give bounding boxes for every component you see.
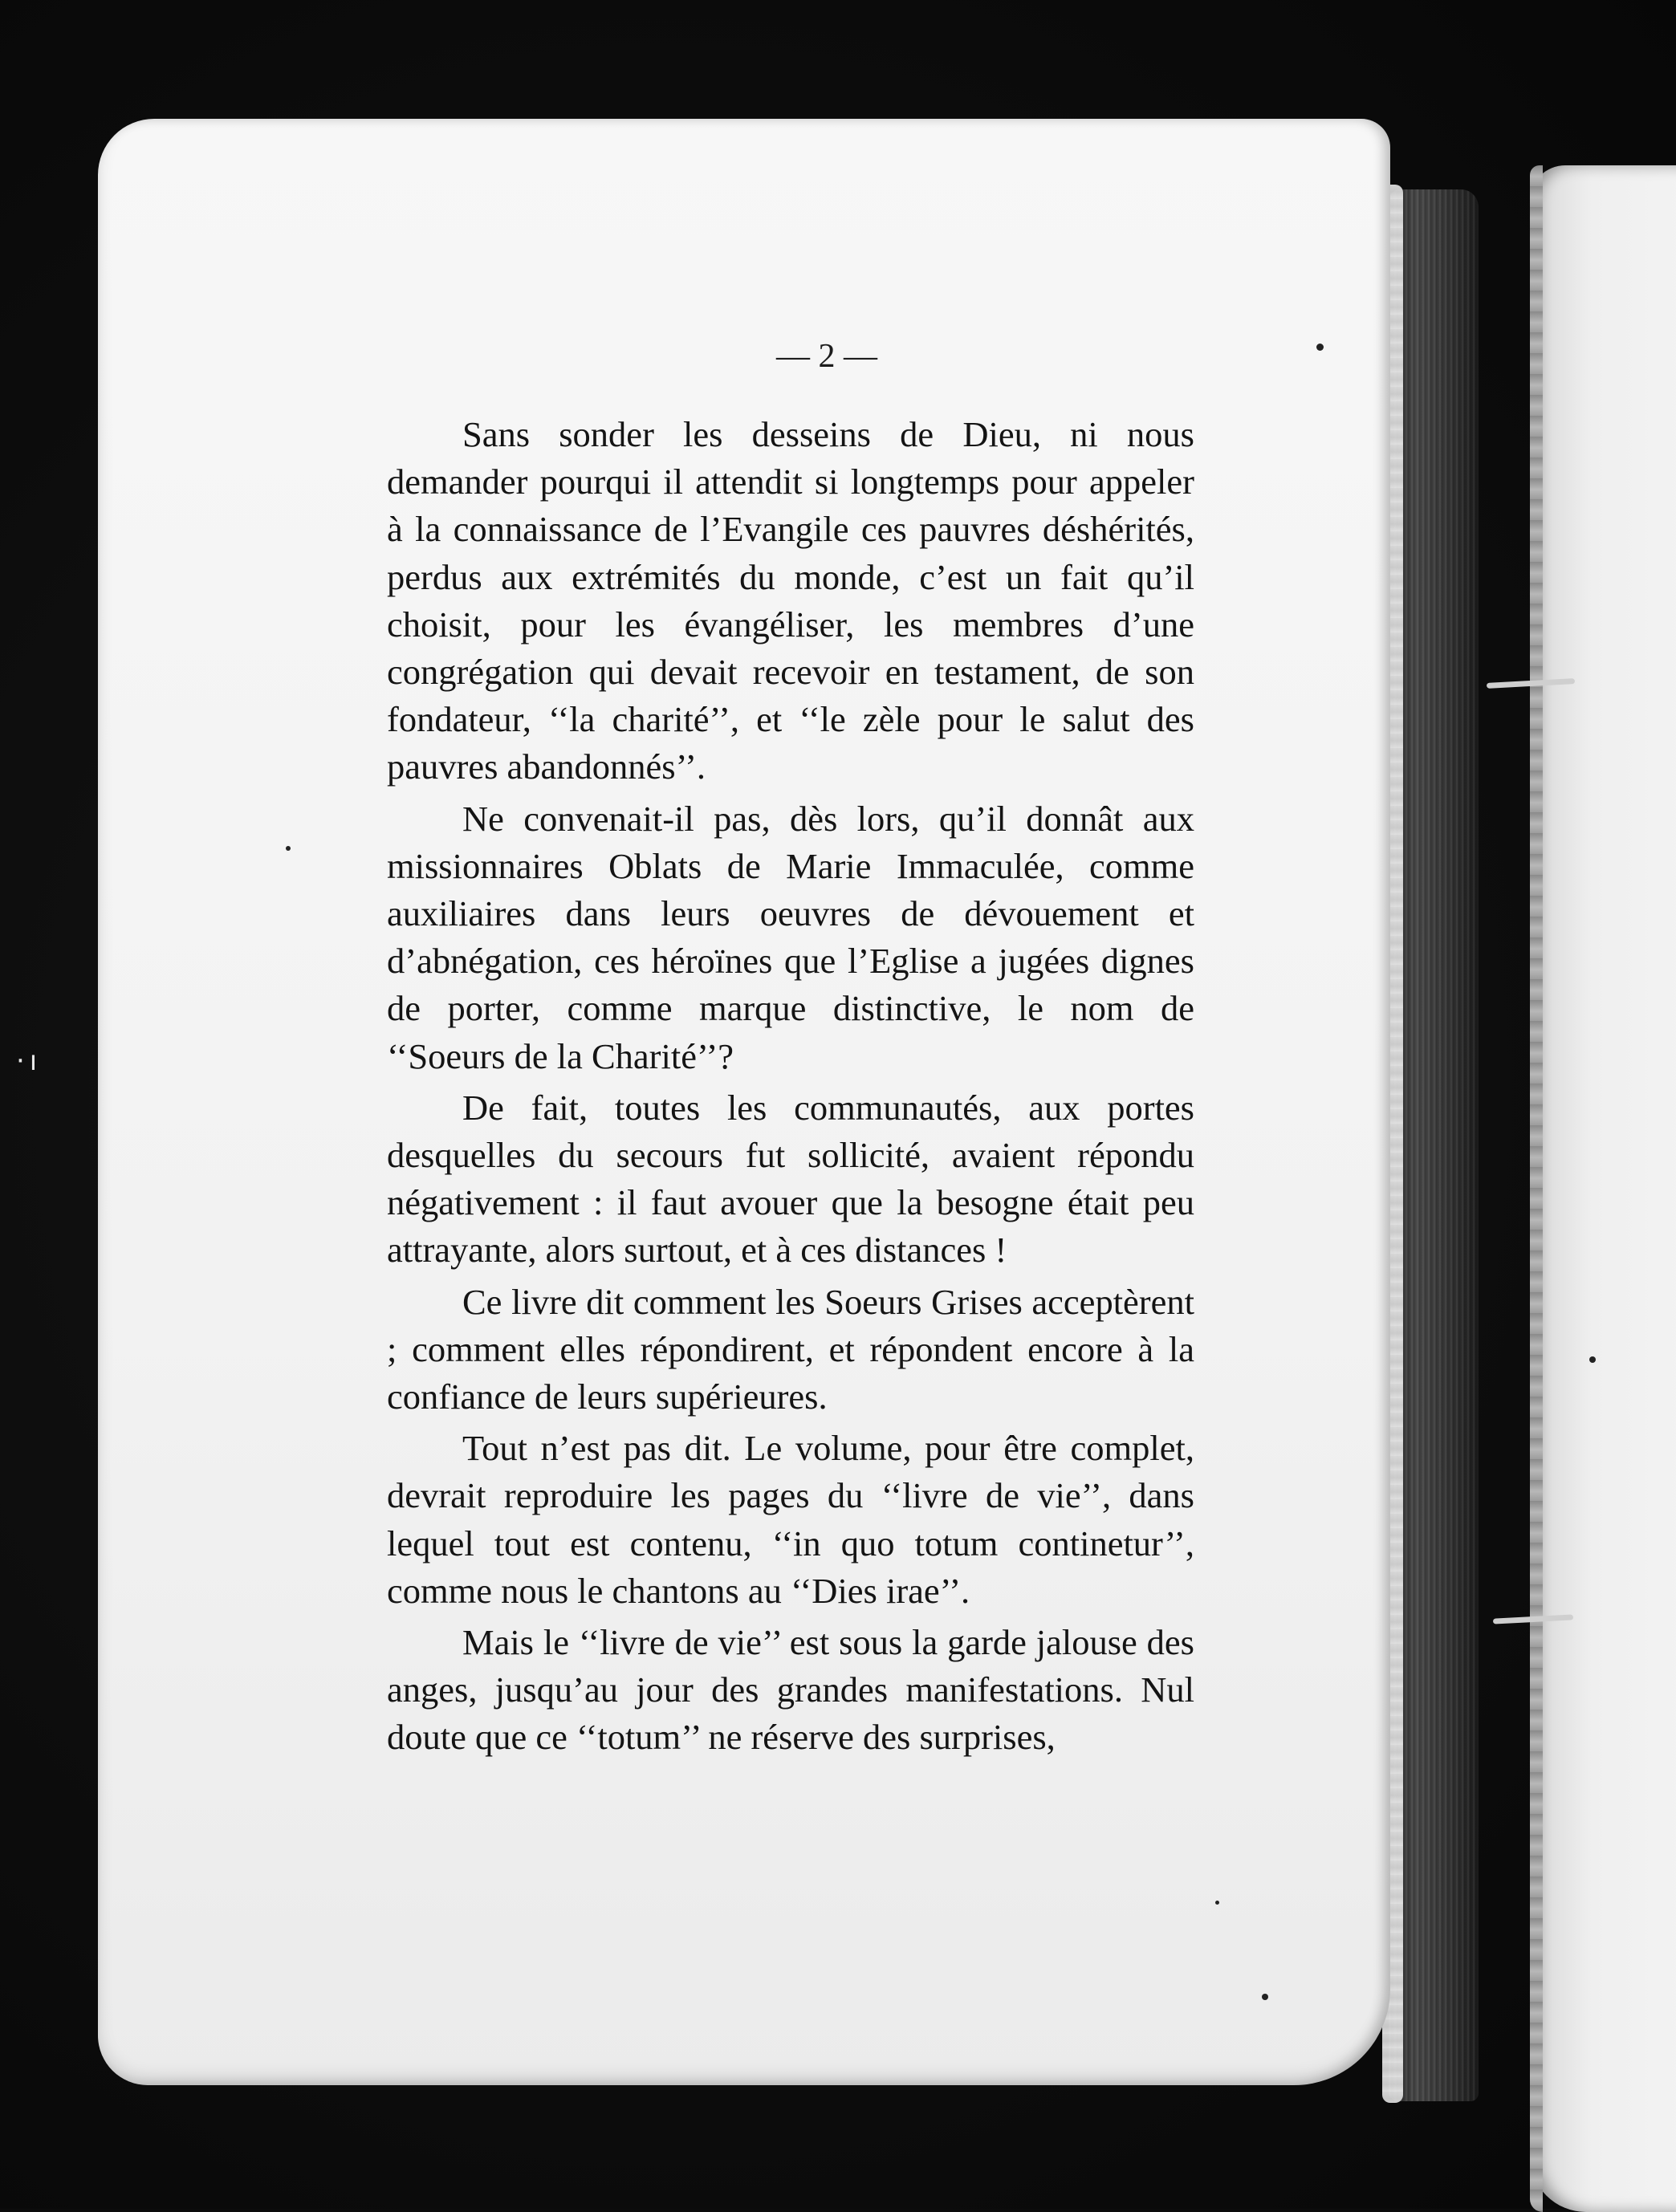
next-page-border [1530, 165, 1543, 2212]
page-speck [286, 846, 291, 851]
margin-mark: ·ı [16, 1045, 43, 1077]
paragraph-4: Ce livre dit comment les Soeurs Grises acceptèrent ; comment elles répondirent, et répondent encore à la confiance de leurs supérieures. [387, 1281, 1194, 1417]
paragraph-1: Sans sonder les desseins de Dieu, ni nous demander pourqui il attendit si longtemps pour appeler à la connaissance de l’Evangile ces pauvres déshérités, perdus aux extrémités du monde, c’est un fait qu’il choisit, pour les évangéliser, les membres d’une congrégation qui devait recevoir en testament, de son fondateur, ‘‘la charité’’, et ‘‘le zèle pour le salut des pauvres abandonnés’’. [387, 414, 1194, 787]
page-speck [1215, 1901, 1219, 1905]
paragraph-2: Ne convenait-il pas, dès lors, qu’il donnât aux missionnaires Oblats de Marie Immaculée, comme auxiliaires dans leurs oeuvres de dévouement et d’abnégation, ces héroïnes que l’Eglise a jugées dignes de porter, comme marque distinctive, le nom de ‘‘Soeurs de la Charité’’? [387, 798, 1194, 1076]
page-speck [1589, 1356, 1596, 1363]
paragraph-6: Mais le ‘‘livre de vie’’ est sous la garde jalouse des anges, jusqu’au jour des grandes manifestations. Nul doute que ce ‘‘totum’’ ne réserve des surprises, [387, 1622, 1194, 1758]
page-speck [1316, 344, 1324, 351]
page-number: — 2 — [776, 338, 877, 375]
paragraph-3: De fait, toutes les communautés, aux portes desquelles du secours fut sollicité, avaient répondu négativement : il faut avouer que la besogne était peu attrayante, alors surtout, et à ces distances ! [387, 1087, 1194, 1271]
page-speck [1262, 1994, 1268, 2000]
body-text [387, 411, 1194, 1766]
paragraph-5: Tout n’est pas dit. Le volume, pour être complet, devrait reproduire les pages du ‘‘livre de vie’’, dans lequel tout est contenu, ‘‘in quo totum continetur’’, comme nous le chantons au ‘‘Dies irae’’. [387, 1428, 1194, 1611]
next-page-edge [1530, 165, 1676, 2212]
